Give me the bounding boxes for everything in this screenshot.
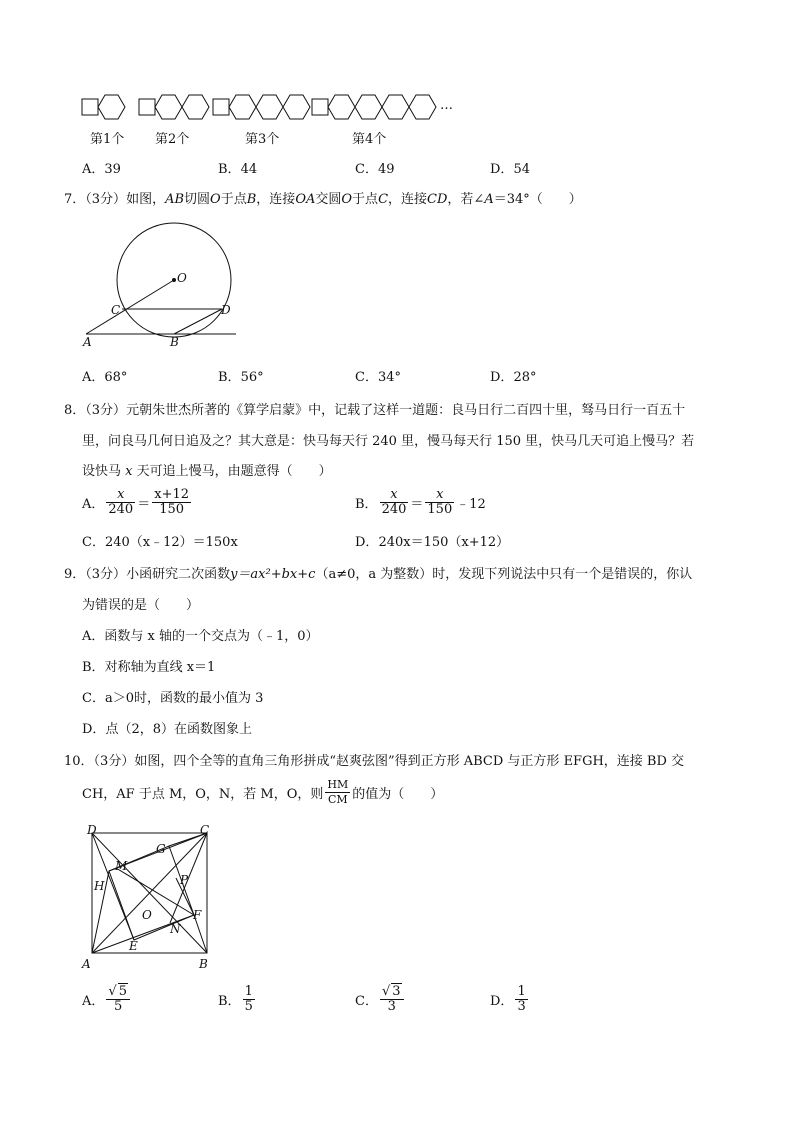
- label-c: C: [111, 303, 121, 317]
- option-b[interactable]: B．56°: [218, 370, 264, 385]
- figure-label-2: 第2个: [155, 132, 190, 147]
- q7-stem: 7．（3分）如图，AB切圆O于点B，连接OA交圆O于点C，连接CD，若∠A＝34°（ ）: [64, 192, 582, 207]
- option-c[interactable]: C．240（x﹣12）＝150x: [82, 535, 238, 550]
- option-a[interactable]: A．68°: [82, 370, 128, 385]
- q10-line2: CH，AF 于点 M，O，N，若 M，O，则 $\frac{HM}{CM}$ 的值为（ ）: [82, 778, 444, 806]
- option-b[interactable]: B．对称轴为直线 x＝1: [82, 660, 216, 675]
- option-d[interactable]: D．240x＝150（x+12）: [355, 535, 510, 550]
- label-b: B: [199, 957, 208, 971]
- label-n: N: [170, 922, 181, 936]
- label-b: B: [170, 335, 179, 349]
- label-f: F: [193, 908, 202, 922]
- option-d[interactable]: D． $\frac{1}{3}$: [490, 984, 526, 1014]
- line-nc: [170, 833, 207, 923]
- ellipsis: …: [440, 98, 453, 113]
- option-d[interactable]: D．54: [490, 162, 530, 177]
- label-o: O: [142, 908, 152, 922]
- label-h: H: [94, 879, 105, 893]
- label-e: E: [129, 939, 138, 953]
- q10-line1: 10．（3分）如图，四个全等的直角三角形拼成“赵爽弦图”得到正方形 ABCD 与正方形 EFGH，连接 BD 交: [64, 754, 685, 769]
- option-b[interactable]: B．44: [218, 162, 258, 177]
- option-b[interactable]: B． $\frac{1}{5}$: [218, 984, 253, 1014]
- figure-label-3: 第3个: [245, 132, 280, 147]
- q8-line1: 8．（3分）元朝朱世杰所著的《算学启蒙》中，记载了这样一道题：良马日行二百四十里，驽马日行一百五十: [64, 403, 686, 418]
- label-m: M: [115, 859, 128, 873]
- line-bd: [174, 309, 222, 334]
- circle-tangent-figure: [0, 210, 794, 350]
- label-d: D: [87, 823, 97, 837]
- q8-line2: 里，问良马几何日追及之？其大意是：快马每天行 240 里，慢马每天行 150 里，快马几天可追上慢马？若: [82, 434, 695, 449]
- line-oa: [86, 280, 174, 334]
- option-a[interactable]: A． $\frac{√ 5}{5}$: [82, 985, 132, 1014]
- label-g: G: [156, 842, 166, 856]
- q8-line3: 设快马 x 天可追上慢马，由题意得（ ）: [82, 464, 332, 479]
- label-a: A: [83, 335, 92, 349]
- option-c[interactable]: C．a＞0时，函数的最小值为 3: [82, 691, 264, 706]
- label-d: D: [221, 303, 231, 317]
- q9-line1: 9．（3分）小函研究二次函数y＝ax²+bx+c（a≠0，a 为整数）时，发现下列说法中只有一个是错误的，你认: [64, 567, 693, 582]
- label-c: C: [200, 823, 210, 837]
- option-c[interactable]: C．49: [355, 162, 395, 177]
- q9-line2: 为错误的是（ ）: [82, 598, 200, 613]
- option-b[interactable]: B． $\frac{x}{240}$ ＝ $\frac{x}{150}$ ﹣12: [355, 487, 486, 517]
- figure-label-1: 第1个: [90, 132, 125, 147]
- option-d[interactable]: D．28°: [490, 370, 537, 385]
- option-d[interactable]: D．点（2，8）在函数图象上: [82, 722, 252, 737]
- label-o: O: [177, 271, 187, 285]
- option-c[interactable]: C．34°: [355, 370, 401, 385]
- zhao-shuang-figure: [0, 820, 794, 980]
- figure-label-4: 第4个: [352, 132, 387, 147]
- option-a[interactable]: A．函数与 x 轴的一个交点为（﹣1，0）: [82, 629, 319, 644]
- option-a[interactable]: A． $\frac{x}{240}$ ＝ $\frac{x+12}{150}$: [82, 487, 190, 517]
- label-p: P: [180, 873, 189, 887]
- option-a[interactable]: A．39: [82, 162, 121, 177]
- label-a: A: [82, 957, 91, 971]
- option-c[interactable]: C． $\frac{√ 3}{3}$: [355, 985, 406, 1014]
